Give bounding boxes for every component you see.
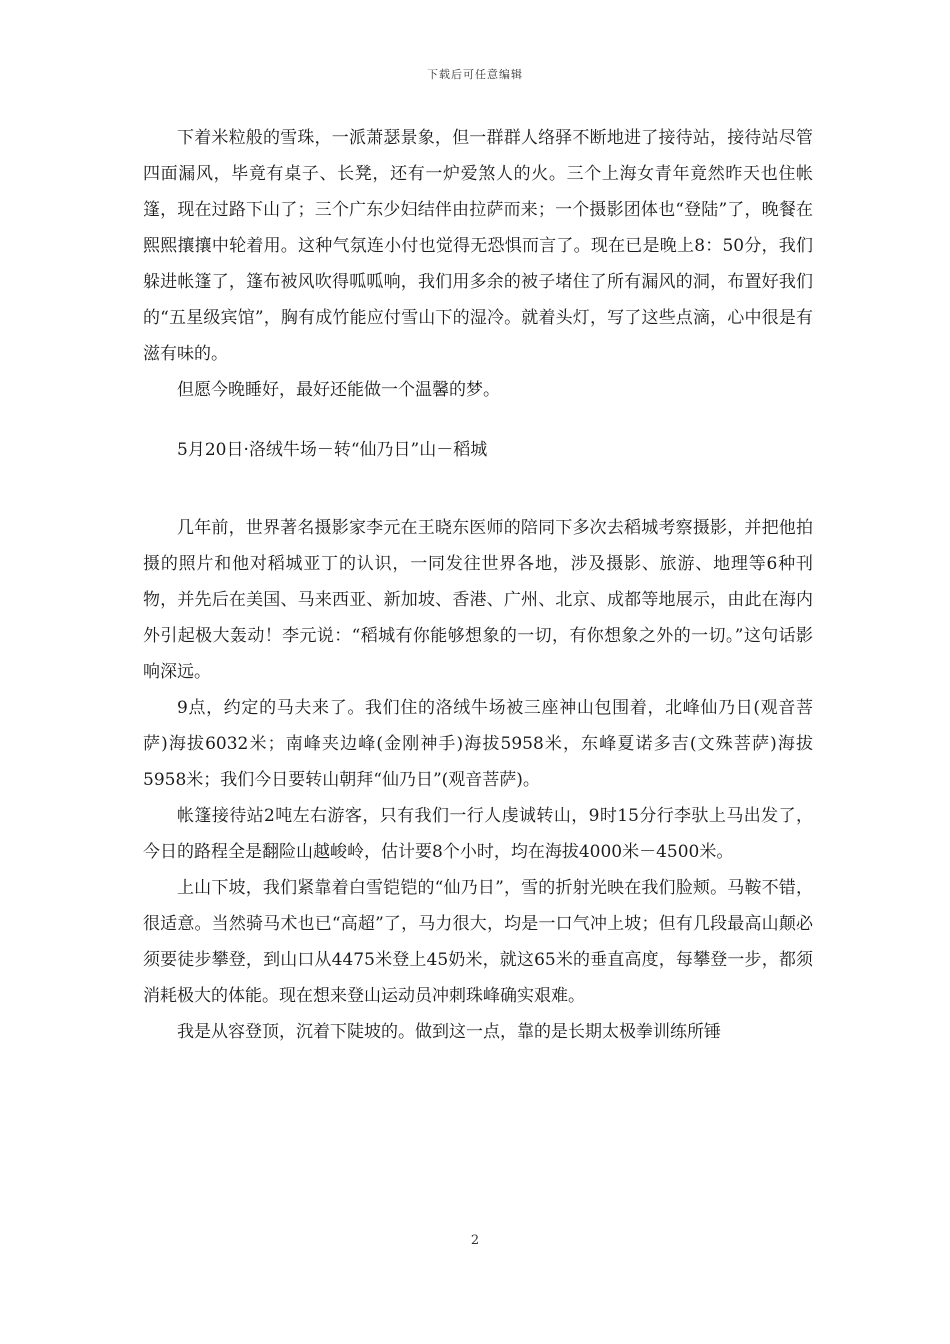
- section-heading: 5月20日·洛绒牛场－转“仙乃日”山－稻城: [177, 440, 488, 460]
- paragraph: 帐篷接待站2吨左右游客，只有我们一行人虔诚转山，9时15分行李驮上马出发了，今日的路程全是翻险山越峻岭，估计要8个小时，均在海拔4000米－4500米。: [143, 806, 813, 862]
- document-body: [143, 120, 813, 1050]
- paragraph: 9点，约定的马夫来了。我们住的洛绒牛场被三座神山包围着，北峰仙乃日(观音菩萨)海拔6032米；南峰夹边峰(金刚神手)海拔5958米，东峰夏诺多吉(文殊菩萨)海拔5958米；我们今日要转山朝拜“仙乃日”(观音菩萨)。: [143, 698, 813, 790]
- page-number: 2: [470, 1233, 480, 1248]
- spacer: [143, 408, 813, 432]
- paragraph: 我是从容登顶，沉着下陡坡的。做到这一点，靠的是长期太极拳训练所锤: [177, 1022, 721, 1042]
- paragraph: 上山下坡，我们紧靠着白雪铠铠的“仙乃日”，雪的折射光映在我们脸颊。马鞍不错，很适意。当然骑马术也已“高超”了，马力很大，均是一口气冲上坡；但有几段最高山颠必须要徒步攀登，到山口从4475米登上45奶米，就这65米的垂直高度，每攀登一步，都须消耗极大的体能。现在想来登山运动员冲刺珠峰确实艰难。: [143, 878, 813, 1006]
- paragraph: 下着米粒般的雪珠，一派萧瑟景象，但一群群人络驿不断地进了接待站，接待站尽管四面漏风，毕竟有桌子、长凳，还有一炉爱煞人的火。三个上海女青年竟然昨天也住帐篷，现在过路下山了；三个广东少妇结伴由拉萨而来；一个摄影团体也“登陆”了，晚餐在熙熙攘攘中轮着用。这种气氛连小付也觉得无恐惧而言了。现在已是晚上8：50分，我们躲进帐篷了，篷布被风吹得呱呱响，我们用多余的被子堵住了所有漏风的洞，布置好我们的“五星级宾馆”，胸有成竹能应付雪山下的湿冷。就着头灯，写了这些点滴，心中很是有滋有味的。: [143, 128, 813, 364]
- paragraph: 但愿今晚睡好，最好还能做一个温馨的梦。: [177, 380, 500, 400]
- spacer: [143, 468, 813, 510]
- page-header: 下载后可任意编辑: [427, 68, 523, 81]
- paragraph: 几年前，世界著名摄影家李元在王晓东医师的陪同下多次去稻城考察摄影，并把他拍摄的照片和他对稻城亚丁的认识，一同发往世界各地，涉及摄影、旅游、地理等6种刊物，并先后在美国、马来西亚、新加坡、香港、广州、北京、成都等地展示，由此在海内外引起极大轰动！李元说：“稻城有你能够想象的一切，有你想象之外的一切。”这句话影响深远。: [143, 518, 813, 682]
